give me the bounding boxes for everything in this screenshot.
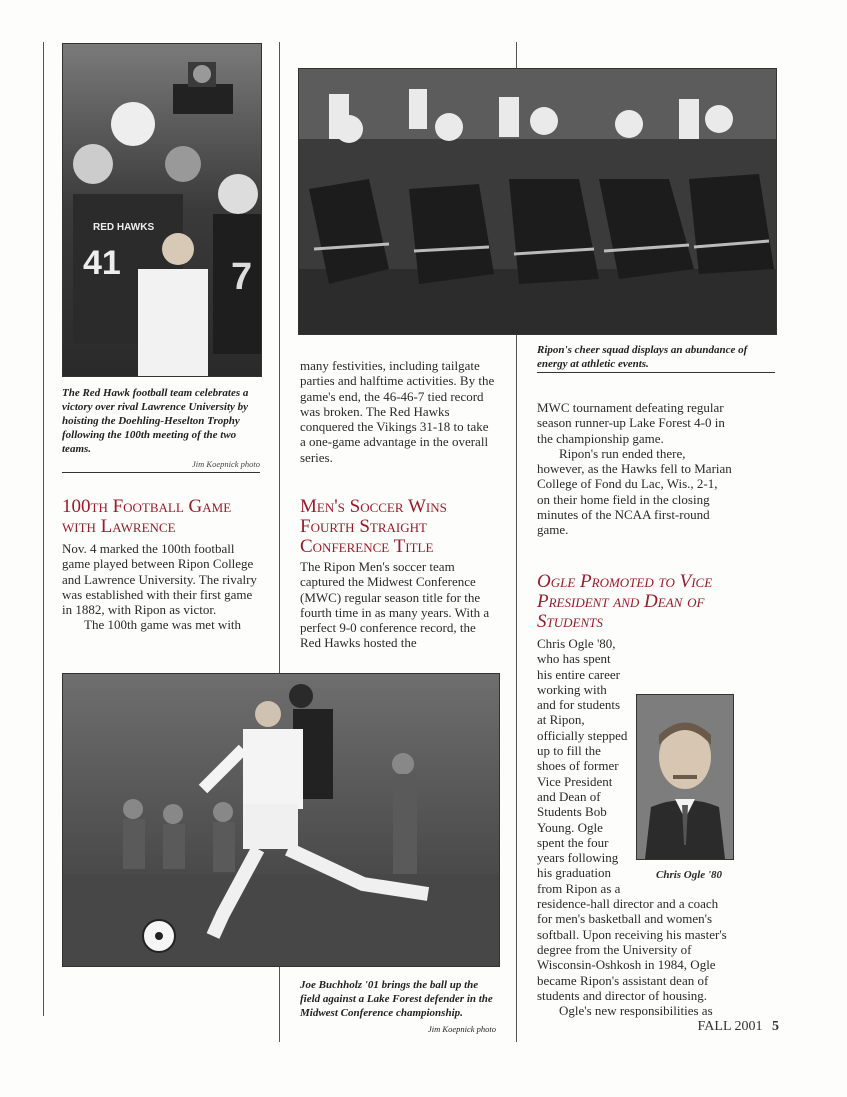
article-soccer-paragraph-2: Ripon's run ended there, however, as the Hawks fell to Marian College of Fond du Lac, Wis., 2-1, on their home field in the closing minutes of the NCAA first-round game. xyxy=(537,445,732,538)
article-ogle-paragraph-2: Ogle's new responsibilities as xyxy=(559,1003,713,1019)
jersey-lettering: RED HAWKS xyxy=(93,222,155,233)
page-folio xyxy=(698,1019,779,1035)
article-football-continued xyxy=(300,358,495,465)
ogle-portrait-caption: Chris Ogle '80 xyxy=(655,869,722,881)
soccer-player-photo-icon xyxy=(63,674,499,966)
article-soccer-paragraph-1: The Ripon Men's soccer team captured the Midwest Conference (MWC) regular season title for the fourth time in as many years. With a perfect 9-0 conference record, the Red Hawks hosted the xyxy=(300,559,490,651)
article-football-paragraph-2: The 100th game was met with xyxy=(84,617,242,633)
cheer-caption-text: Ripon's cheer squad displays an abundance of energy at athletic events. xyxy=(537,344,748,370)
cheer-photo xyxy=(298,68,777,335)
article-ogle-paragraph-1-text: Chris Ogle '80, who has spent his entire career working with and for students at Ripon, officially stepped up to fill the shoes of former Vice President and Dean of Students Bob Young. Ogle spent the four years following his graduation from Ripon as a residence-hall director and a coach for men's basketball and women's softball. Upon receiving his master's degree from the University of Wisconsin-Oshkosh in 1984, Ogle became Ripon's assistant dean of students and director of housing. xyxy=(537,636,727,1003)
soccer-photo xyxy=(62,673,500,967)
cheer-caption xyxy=(537,343,777,371)
article-ogle-headline: Ogle Promoted to Vice President and Dean of Students xyxy=(537,571,713,632)
article-football-body xyxy=(62,541,260,633)
football-celebration-photo-icon xyxy=(63,44,261,376)
cheer-caption-rule xyxy=(537,372,775,373)
article-football-continued-text: many festivities, including tailgate parties and halftime activities. By the game's end, the 46-46-7 tied record was broken. The Red Hawks conquered the Vikings 31-18 to take a one-game advantage in the overall series. xyxy=(300,358,495,465)
page-number: 5 xyxy=(772,1019,779,1034)
article-soccer-continued xyxy=(537,400,732,538)
article-ogle-body xyxy=(537,636,732,1018)
article-soccer-headline: Men's Soccer Wins Fourth Straight Conference Title xyxy=(300,496,447,557)
football-caption xyxy=(62,386,260,471)
issue-label: FALL 2001 xyxy=(697,1019,763,1034)
football-photo xyxy=(62,43,262,377)
ogle-portrait-block xyxy=(636,694,732,883)
article-ogle-paragraph-1 xyxy=(537,636,732,1003)
cheer-squad-photo-icon xyxy=(299,69,776,334)
jersey-number-7: 7 xyxy=(231,256,253,298)
soccer-caption xyxy=(300,978,496,1036)
football-caption-text: The Red Hawk football team celebrates a victory over rival Lawrence University by hoisting the Doehling-Heselton Trophy following the 100th meeting of the two teams. xyxy=(62,387,249,455)
soccer-caption-text: Joe Buchholz '01 brings the ball up the field against a Lake Forest defender in the Midwest Conference championship. xyxy=(300,979,493,1019)
article-football-headline: 100th Football Game with Lawrence xyxy=(62,496,232,537)
article-football-paragraph-1: Nov. 4 marked the 100th football game played between Ripon College and Lawrence University. The rivalry was established with their first game in 1882, with Ripon as victor. xyxy=(62,541,257,618)
ogle-portrait-photo xyxy=(636,694,734,860)
column-rule-left xyxy=(43,42,44,1016)
soccer-photo-credit: Jim Koepnick photo xyxy=(428,1024,496,1034)
football-photo-credit: Jim Koepnick photo xyxy=(192,459,260,469)
article-soccer-body xyxy=(300,559,495,651)
chris-ogle-portrait-icon xyxy=(637,695,733,859)
jersey-number-41: 41 xyxy=(83,244,121,282)
football-caption-rule xyxy=(62,472,260,473)
article-soccer-continued-text: MWC tournament defeating regular season runner-up Lake Forest 4-0 in the championship game. xyxy=(537,400,725,446)
